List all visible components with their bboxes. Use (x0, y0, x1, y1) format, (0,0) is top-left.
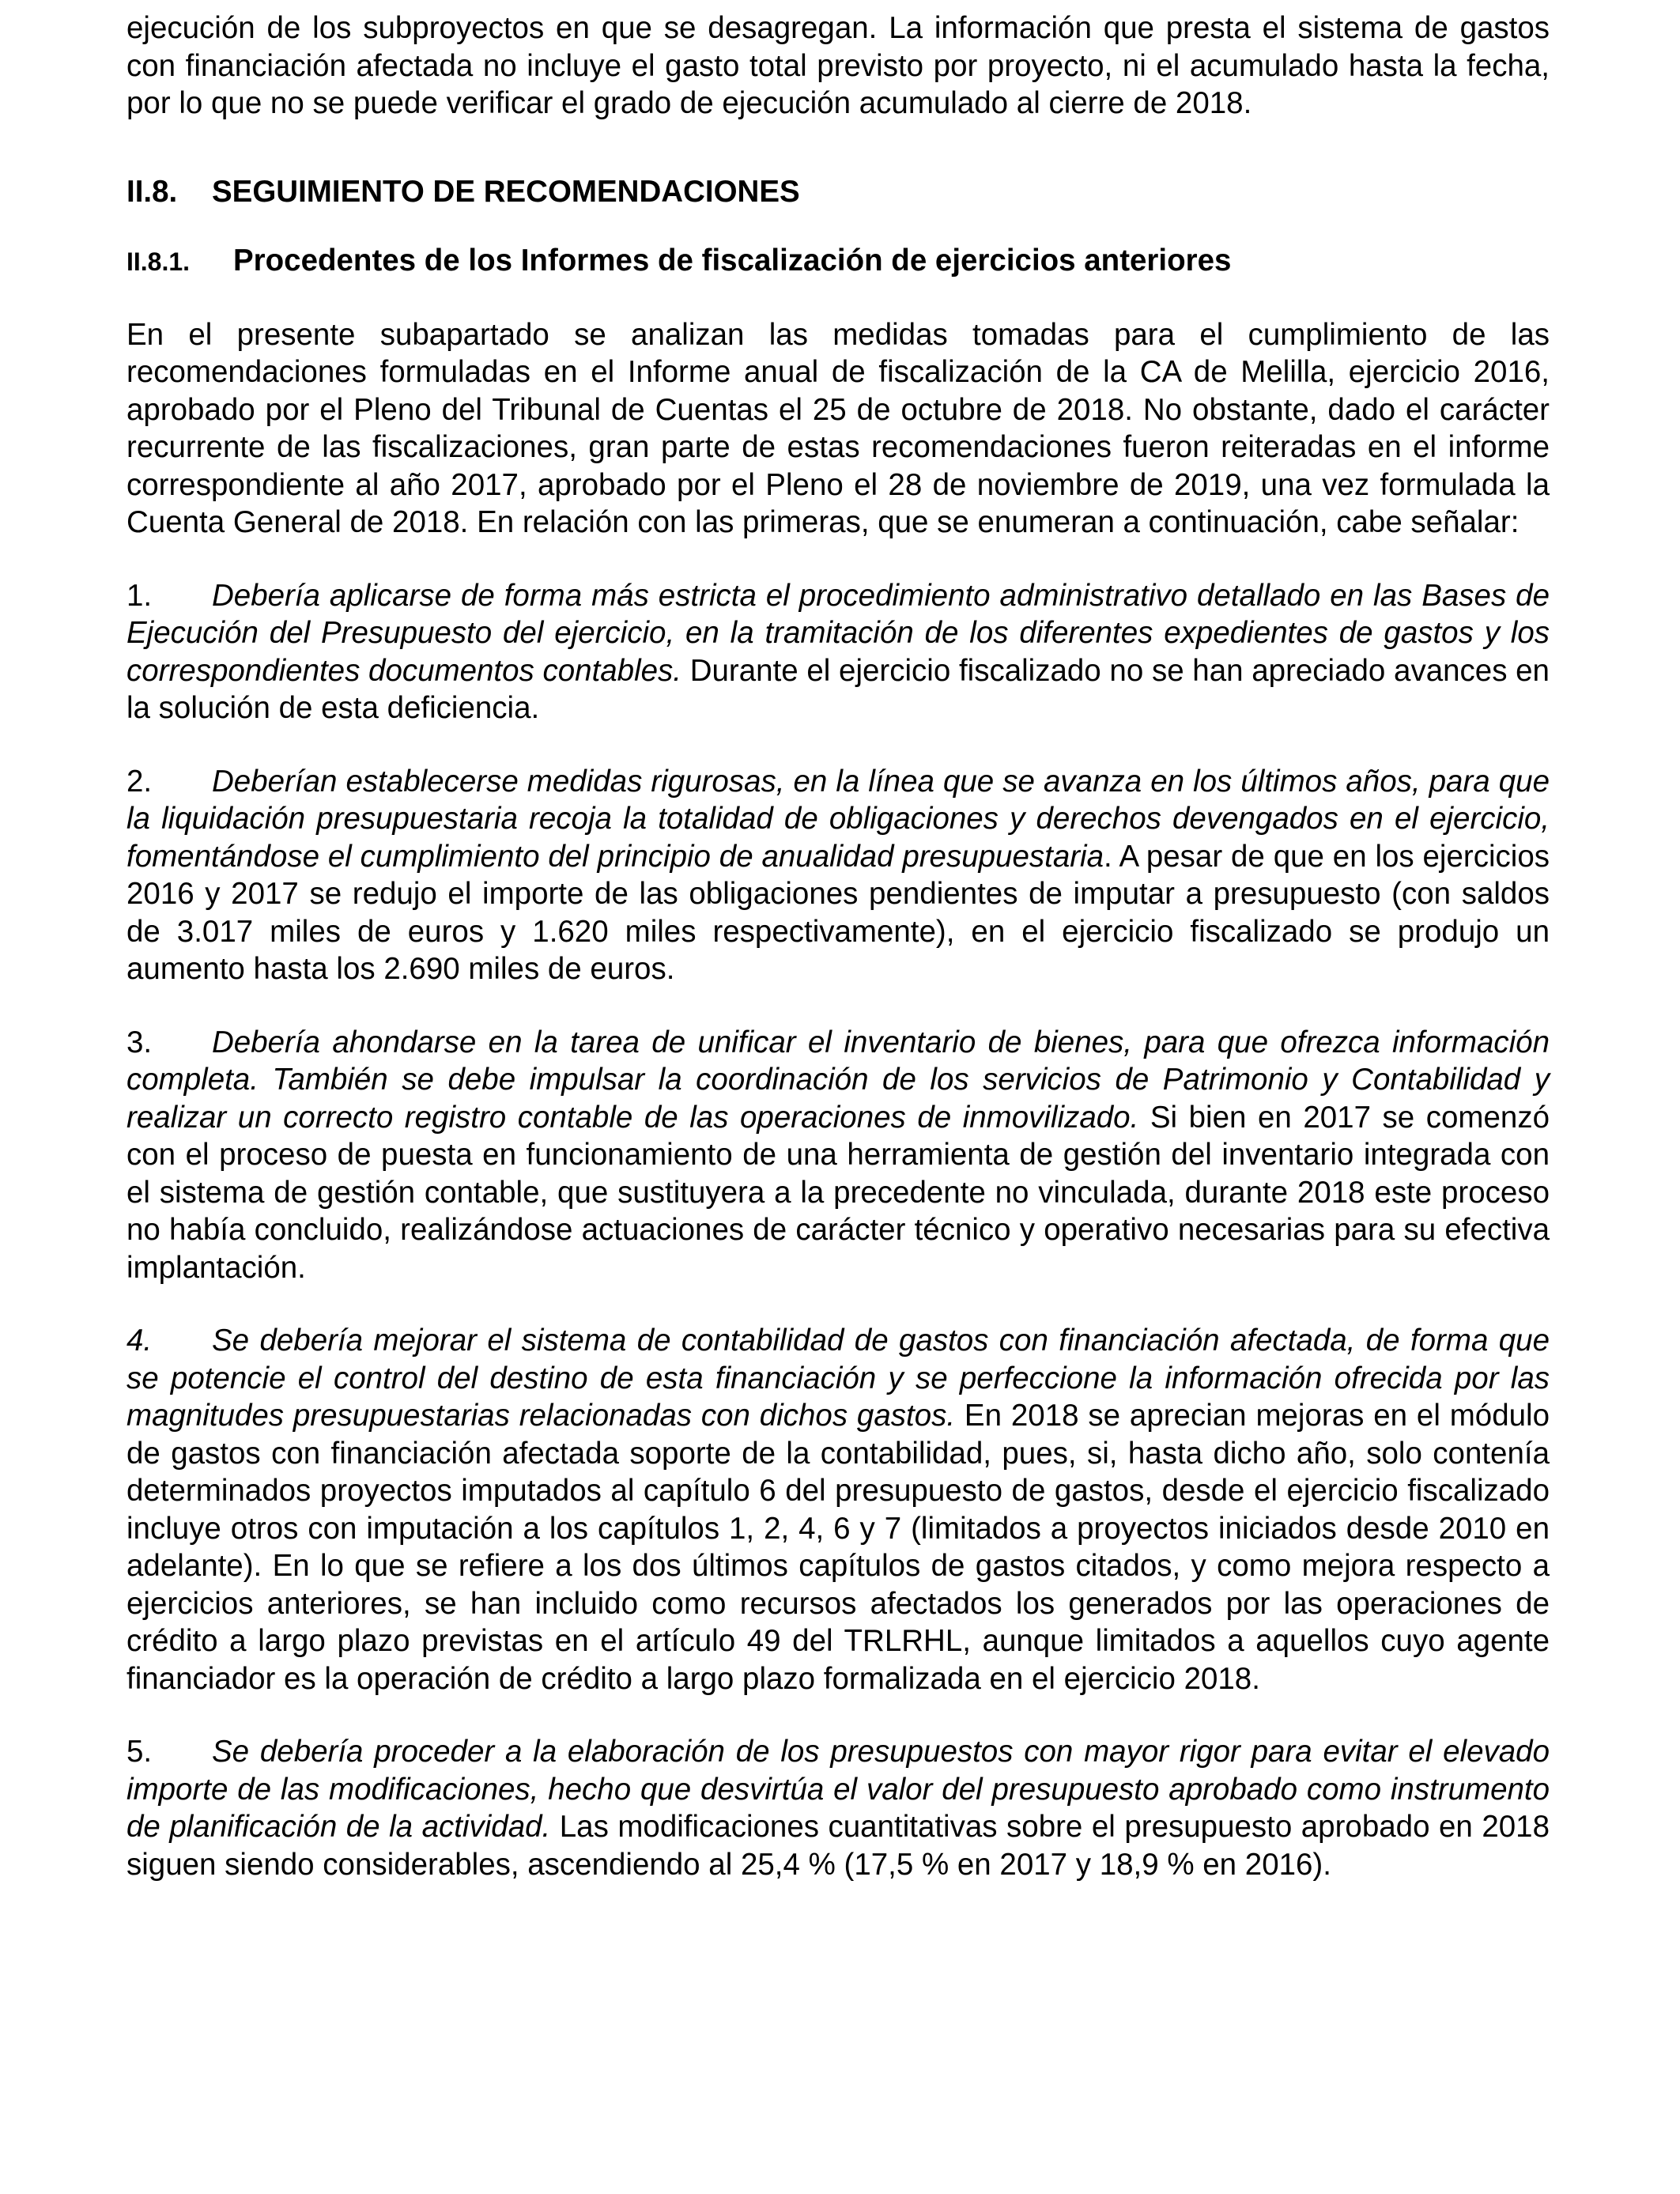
assessment-text: Las modificaciones cuantitativas sobre el presupuesto aprobado en 2018 siguen siendo considerables, ascendiendo al 25,4 % (17,5 % en 2017 y 18,9 % en 2016). (126, 1810, 1550, 1882)
subsection-heading (126, 242, 1550, 281)
recommendation-item (126, 577, 1550, 727)
assessment-text: . A pesar de que en los ejercicios 2016 y 2017 se redujo el importe de las obligaciones pendientes de imputar a presupuesto (con saldos de 3.017 miles de euros y 1.620 miles respectivamente), en el ejercicio fiscalizado se produjo un aumento hasta los 2.690 miles de euros. (126, 839, 1550, 986)
document-page (126, 9, 1550, 1883)
section-number: II.8. (126, 174, 178, 209)
section-title: SEGUIMIENTO DE RECOMENDACIONES (212, 174, 800, 209)
continuation-paragraph: ejecución de los subproyectos en que se desagregan. La información que presta el sistema de gastos con financiación afectada no incluye el gasto total previsto por proyecto, ni el acumulado hasta la fecha, por lo que no se puede verificar el grado de ejecución acumulado al cierre de 2018. (126, 11, 1550, 120)
recommendation-text: Debería aplicarse de forma más estricta el procedimiento administrativo detallado en las Bases de Ejecución del Presupuesto del ejercicio, en la tramitación de los diferentes expedientes de gastos y los correspondientes documentos contables. (126, 578, 1550, 688)
recommendation-number: 4. (126, 1324, 153, 1358)
intro-paragraph: En el presente subapartado se analizan las medidas tomadas para el cumplimiento de las recomendaciones formuladas en el Informe anual de fiscalización de la CA de Melilla, ejercicio 2016, aprobado por el Pleno del Tribunal de Cuentas el 25 de octubre de 2018. No obstante, dado el carácter recurrente de las fiscalizaciones, gran parte de estas recomendaciones fueron reiteradas en el informe correspondiente al año 2017, aprobado por el Pleno el 28 de noviembre de 2019, una vez formulada la Cuenta General de 2018. En relación con las primeras, que se enumeran a continuación, cabe señalar: (126, 317, 1550, 539)
recommendation-number: 2. (126, 764, 153, 799)
subsection-title: Procedentes de los Informes de fiscalización de ejercicios anteriores (233, 244, 1232, 278)
section-heading (126, 173, 1550, 211)
recommendation-text: Debería ahondarse en la tarea de unificar el inventario de bienes, para que ofrezca información completa. También se debe impulsar la coordinación de los servicios de Patrimonio y Contabilidad y realizar un correcto registro contable de las operaciones de inmovilizado. (126, 1025, 1550, 1135)
assessment-text: Durante el ejercicio fiscalizado no se han apreciado avances en la solución de esta deficiencia. (126, 653, 1550, 725)
recommendation-item (126, 1733, 1550, 1883)
recommendation-item (126, 1024, 1550, 1287)
recommendation-text: Se debería proceder a la elaboración de los presupuestos con mayor rigor para evitar el elevado importe de las modificaciones, hecho que desvirtúa el valor del presupuesto aprobado como instrumento de planificación de la actividad. (126, 1735, 1550, 1844)
recommendation-item (126, 1322, 1550, 1697)
recommendation-number: 3. (126, 1025, 153, 1059)
recommendation-text: Deberían establecerse medidas rigurosas, en la línea que se avanza en los últimos años, para que la liquidación presupuestaria recoja la totalidad de obligaciones y derechos devengados en el ejercicio, fomentándose el cumplimiento del principio de anualidad presupuestaria (126, 764, 1550, 874)
recommendation-number: 5. (126, 1735, 153, 1769)
recommendation-number: 1. (126, 578, 153, 613)
assessment-text: Si bien en 2017 se comenzó con el proceso de puesta en funcionamiento de una herramienta de gestión del inventario integrada con el sistema de gestión contable, que sustituyera a la precedente no vinculada, durante 2018 este proceso no había concluido, realizándose actuaciones de carácter técnico y operativo necesarias para su efectiva implantación. (126, 1100, 1550, 1285)
recommendation-text: Se debería mejorar el sistema de contabilidad de gastos con financiación afectada, de forma que se potencie el control del destino de esta financiación y se perfeccione la información ofrecida por las magnitudes presupuestarias relacionadas con dichos gastos. (126, 1324, 1550, 1433)
subsection-number: II.8.1. (126, 247, 191, 276)
assessment-text: En 2018 se aprecian mejoras en el módulo de gastos con financiación afectada soporte de la contabilidad, pues, si, hasta dicho año, solo contenía determinados proyectos imputados al capítulo 6 del presupuesto de gastos, desde el ejercicio fiscalizado incluye otros con imputación a los capítulos 1, 2, 4, 6 y 7 (limitados a proyectos iniciados desde 2010 en adelante). En lo que se refiere a los dos últimos capítulos de gastos citados, y como mejora respecto a ejercicios anteriores, se han incluido como recursos afectados los generados por las operaciones de crédito a largo plazo previstas en el artículo 49 del TRLRHL, aunque limitados a aquellos cuyo agente financiador es la operación de crédito a largo plazo formalizada en el ejercicio 2018. (126, 1399, 1550, 1696)
recommendation-item (126, 763, 1550, 988)
